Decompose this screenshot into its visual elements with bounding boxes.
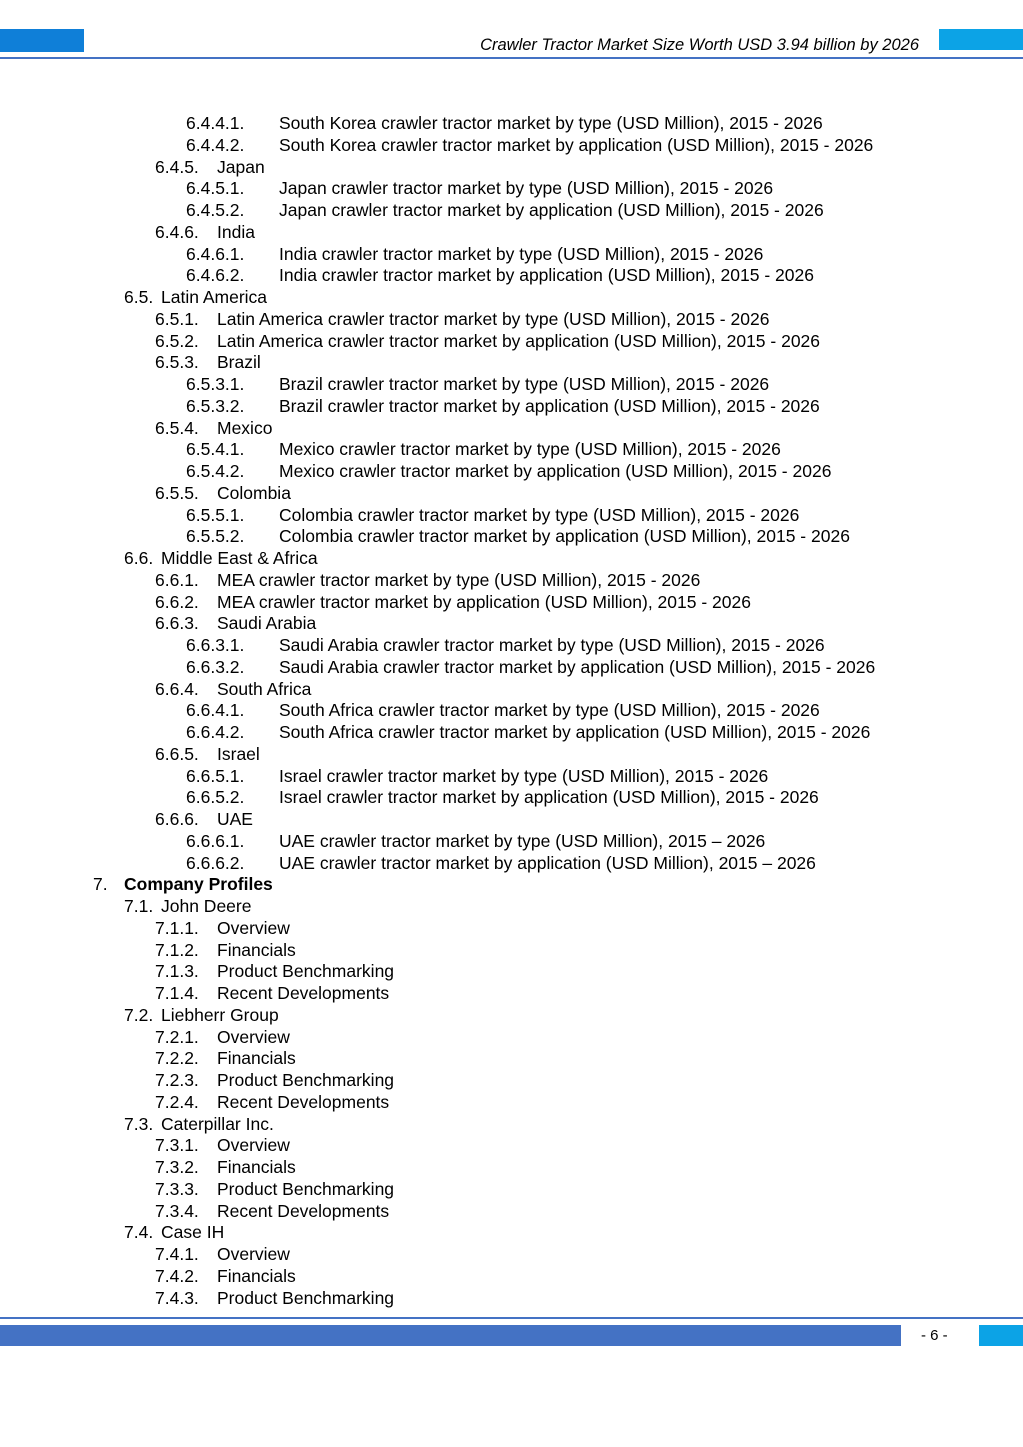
toc-entry-number: 6.5. (124, 287, 154, 307)
toc-entry-number: 6.4.6.2. (186, 265, 245, 286)
toc-entry-label: South Africa (217, 678, 312, 699)
toc-entry-label: Recent Developments (217, 1091, 390, 1112)
header-title: Crawler Tractor Market Size Worth USD 3.94 billion by 2026 (480, 36, 919, 54)
toc-entry-number: 6.4.5. (155, 156, 199, 177)
toc-entry-number: 7.2.3. (155, 1070, 199, 1090)
toc-entry (0, 200, 1023, 222)
toc-entry-label: Brazil crawler tractor market by application (USD Million), 2015 - 2026 (279, 395, 820, 416)
toc-entry-number: 6.5.2. (155, 330, 199, 351)
toc-entry (0, 874, 1023, 896)
toc-entry (0, 744, 1023, 766)
toc-entry-number: 6.5.4.1. (186, 439, 245, 460)
footer-accent-block-right (979, 1325, 1023, 1346)
toc-entry (0, 1266, 1023, 1288)
toc-entry (0, 592, 1023, 614)
toc-entry-number: 6.6.3.1. (186, 635, 245, 655)
toc-entry (0, 1048, 1023, 1070)
toc-entry (0, 1179, 1023, 1201)
toc-entry-number: 6.6.4.1. (186, 700, 245, 721)
toc-entry-label: Financials (217, 1265, 296, 1286)
footer-divider (0, 1317, 1023, 1319)
toc-entry-number: 7.1.1. (155, 917, 199, 938)
toc-entry-label: Brazil crawler tractor market by type (USD Million), 2015 - 2026 (279, 374, 770, 394)
toc-entry (0, 548, 1023, 570)
toc-entry-number: 6.4.6.1. (186, 243, 245, 264)
toc-entry-number: 6.6.5. (155, 743, 199, 764)
toc-entry-label: Colombia crawler tractor market by application (USD Million), 2015 - 2026 (279, 526, 850, 547)
toc-entry-label: Japan (217, 156, 265, 177)
toc-entry (0, 961, 1023, 983)
toc-entry-number: 6.4.4.2. (186, 134, 245, 155)
toc-entry-label: John Deere (161, 896, 252, 916)
toc-entry (0, 766, 1023, 788)
toc-entry (0, 570, 1023, 592)
toc-entry-number: 6.6. (124, 548, 154, 568)
toc-entry-number: 6.6.2. (155, 591, 199, 612)
toc-entry-label: India (217, 221, 255, 242)
toc-entry-number: 6.6.6.1. (186, 830, 245, 851)
toc-entry (0, 1244, 1023, 1266)
toc-entry (0, 178, 1023, 200)
toc-entry-label: Israel crawler tractor market by application (USD Million), 2015 - 2026 (279, 787, 819, 808)
toc-entry (0, 157, 1023, 179)
toc-entry (0, 244, 1023, 266)
toc-entry-number: 7.2.1. (155, 1026, 199, 1047)
toc-entry-label: Israel crawler tractor market by type (USD Million), 2015 - 2026 (279, 765, 769, 786)
toc-entry-label: Caterpillar Inc. (161, 1113, 274, 1134)
toc-entry-label: Product Benchmarking (217, 1287, 395, 1308)
toc-entry-number: 6.5.5.1. (186, 504, 245, 525)
toc-entry-number: 7.1.3. (155, 961, 199, 982)
toc-entry (0, 722, 1023, 744)
toc-entry-label: Overview (217, 1026, 290, 1047)
toc-entry-number: 7.4.2. (155, 1265, 199, 1286)
toc-entry (0, 1222, 1023, 1244)
toc-entry-number: 7.4. (124, 1222, 154, 1243)
toc-entry-number: 6.4.5.1. (186, 178, 245, 199)
toc-entry-label: Israel (217, 743, 260, 764)
toc-entry-number: 6.4.4.1. (186, 113, 245, 133)
toc-entry-label: Product Benchmarking (217, 1178, 395, 1199)
toc-entry-number: 6.6.6. (155, 809, 199, 829)
toc-entry-number: 6.5.3.1. (186, 374, 245, 394)
page-number: - 6 - (921, 1327, 948, 1344)
header-accent-block-left (0, 29, 84, 52)
toc-entry-number: 6.6.4.2. (186, 722, 245, 742)
toc-entry-label: Saudi Arabia (217, 613, 317, 634)
toc-entry-label: Overview (217, 1244, 290, 1264)
toc-entry (0, 1027, 1023, 1049)
toc-entry-label: Recent Developments (217, 983, 390, 1003)
toc-entry (0, 352, 1023, 374)
toc-entry (0, 418, 1023, 440)
toc-entry (0, 265, 1023, 287)
toc-entry-label: Saudi Arabia crawler tractor market by application (USD Million), 2015 - 2026 (279, 656, 876, 677)
toc-entry (0, 700, 1023, 722)
toc-entry-number: 7.2.4. (155, 1091, 199, 1112)
toc-entry-number: 6.5.5. (155, 482, 199, 503)
toc-entry (0, 461, 1023, 483)
toc-entry-label: South Africa crawler tractor market by type (USD Million), 2015 - 2026 (279, 700, 820, 721)
toc-entry-number: 6.5.1. (155, 308, 199, 329)
toc-entry-number: 7. (93, 874, 108, 895)
toc-entry-label: Financials (217, 939, 296, 960)
toc-entry-label: UAE crawler tractor market by type (USD Million), 2015 – 2026 (279, 830, 766, 851)
toc-entry (0, 1288, 1023, 1310)
toc-entry-number: 6.4.6. (155, 221, 199, 242)
toc-entry-number: 7.2. (124, 1004, 154, 1025)
toc-entry-number: 6.6.5.2. (186, 787, 245, 808)
toc-entry-label: Product Benchmarking (217, 1070, 395, 1090)
toc-entry-label: Colombia crawler tractor market by type (USD Million), 2015 - 2026 (279, 504, 800, 525)
toc-entry-label: Liebherr Group (161, 1004, 279, 1025)
toc-entry-label: Middle East & Africa (161, 548, 318, 568)
toc-entry-number: 6.6.3. (155, 613, 199, 634)
toc-entry-number: 6.4.5.2. (186, 200, 245, 220)
toc-entry (0, 113, 1023, 135)
toc-entry-number: 6.6.5.1. (186, 765, 245, 786)
toc-entry (0, 831, 1023, 853)
toc-entry-label: Overview (217, 917, 290, 938)
toc-entry (0, 287, 1023, 309)
toc-entry-label: Financials (217, 1048, 296, 1069)
toc-entry-number: 7.1. (124, 896, 154, 916)
toc-entry (0, 657, 1023, 679)
toc-entry-number: 7.4.3. (155, 1287, 199, 1308)
toc-entry-label: MEA crawler tractor market by application (USD Million), 2015 - 2026 (217, 591, 751, 612)
toc-entry-number: 7.3.4. (155, 1200, 199, 1221)
toc-entry-number: 6.6.3.2. (186, 656, 245, 677)
toc-entry-number: 7.1.2. (155, 939, 199, 960)
toc-entry (0, 679, 1023, 701)
toc-entry (0, 613, 1023, 635)
toc-entry (0, 853, 1023, 875)
toc-entry-label: UAE (217, 809, 253, 829)
toc-entry-label: Overview (217, 1135, 290, 1156)
toc-entry-number: 6.5.4.2. (186, 461, 245, 481)
toc-entry-number: 6.5.4. (155, 417, 199, 438)
toc-entry-label: India crawler tractor market by application (USD Million), 2015 - 2026 (279, 265, 814, 286)
toc-entry (0, 1157, 1023, 1179)
toc-entry-label: Company Profiles (124, 874, 273, 895)
toc-entry (0, 635, 1023, 657)
toc-entry (0, 505, 1023, 527)
toc-entry-number: 6.5.5.2. (186, 526, 245, 547)
toc-entry (0, 983, 1023, 1005)
toc-entry (0, 1070, 1023, 1092)
toc-entry-label: Mexico crawler tractor market by application (USD Million), 2015 - 2026 (279, 461, 832, 481)
footer-bar (0, 1325, 901, 1346)
toc-entry (0, 1092, 1023, 1114)
toc-entry-number: 7.2.2. (155, 1048, 199, 1069)
toc-entry-number: 6.5.3.2. (186, 395, 245, 416)
toc-entry (0, 222, 1023, 244)
toc-entry-label: Brazil (217, 352, 261, 373)
toc-entry-label: India crawler tractor market by type (USD Million), 2015 - 2026 (279, 243, 764, 264)
toc-entry-label: Japan crawler tractor market by application (USD Million), 2015 - 2026 (279, 200, 824, 220)
header-divider (0, 57, 1023, 59)
toc-entry (0, 374, 1023, 396)
toc-entry-label: Mexico crawler tractor market by type (USD Million), 2015 - 2026 (279, 439, 781, 460)
toc-entry-label: Japan crawler tractor market by type (USD Million), 2015 - 2026 (279, 178, 774, 199)
toc-entry (0, 309, 1023, 331)
toc-entry-number: 6.5.3. (155, 352, 199, 373)
toc-entry-label: Latin America crawler tractor market by type (USD Million), 2015 - 2026 (217, 308, 770, 329)
toc-entry (0, 135, 1023, 157)
toc-entry (0, 331, 1023, 353)
toc-entry-label: UAE crawler tractor market by application (USD Million), 2015 – 2026 (279, 852, 816, 873)
toc-entry (0, 483, 1023, 505)
table-of-contents (0, 113, 1023, 1309)
toc-entry-label: Colombia (217, 482, 291, 503)
toc-entry (0, 439, 1023, 461)
toc-entry-number: 7.3.1. (155, 1135, 199, 1156)
toc-entry-number: 6.6.1. (155, 569, 199, 590)
toc-entry-number: 7.1.4. (155, 983, 199, 1003)
toc-entry-number: 7.3.3. (155, 1178, 199, 1199)
toc-entry (0, 526, 1023, 548)
toc-entry-number: 6.6.6.2. (186, 852, 245, 873)
toc-entry-label: MEA crawler tractor market by type (USD Million), 2015 - 2026 (217, 569, 701, 590)
toc-entry (0, 1135, 1023, 1157)
toc-entry-number: 6.6.4. (155, 678, 199, 699)
toc-entry-number: 7.4.1. (155, 1244, 199, 1264)
toc-entry-number: 7.3. (124, 1113, 154, 1134)
toc-entry (0, 1114, 1023, 1136)
toc-entry (0, 396, 1023, 418)
toc-entry-label: South Africa crawler tractor market by application (USD Million), 2015 - 2026 (279, 722, 871, 742)
header-accent-block-right (939, 29, 1023, 50)
toc-entry-label: Mexico (217, 417, 273, 438)
toc-entry (0, 1201, 1023, 1223)
toc-entry-label: Latin America (161, 287, 268, 307)
toc-entry (0, 1005, 1023, 1027)
toc-entry (0, 940, 1023, 962)
toc-entry-label: Saudi Arabia crawler tractor market by type (USD Million), 2015 - 2026 (279, 635, 825, 655)
toc-entry-label: South Korea crawler tractor market by application (USD Million), 2015 - 2026 (279, 134, 874, 155)
toc-entry (0, 896, 1023, 918)
toc-entry-label: Case IH (161, 1222, 225, 1243)
toc-entry (0, 809, 1023, 831)
toc-entry-label: Financials (217, 1157, 296, 1177)
toc-entry-label: South Korea crawler tractor market by type (USD Million), 2015 - 2026 (279, 113, 823, 133)
toc-entry (0, 918, 1023, 940)
toc-entry-label: Product Benchmarking (217, 961, 395, 982)
toc-entry (0, 787, 1023, 809)
toc-entry-label: Recent Developments (217, 1200, 390, 1221)
toc-entry-label: Latin America crawler tractor market by application (USD Million), 2015 - 2026 (217, 330, 821, 351)
toc-entry-number: 7.3.2. (155, 1157, 199, 1177)
